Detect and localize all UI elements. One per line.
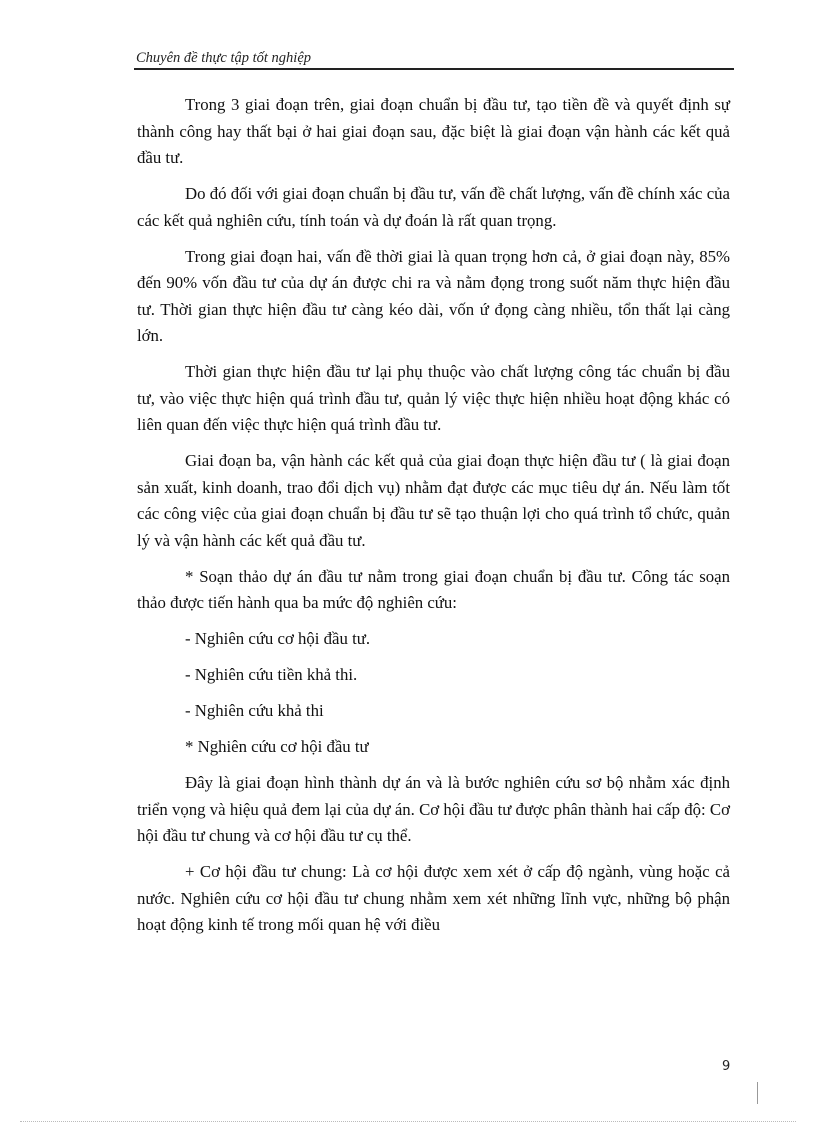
paragraph: Do đó đối với giai đoạn chuẩn bị đầu tư, vấn đề chất lượng, vấn đề chính xác của các kết quả nghiên cứu, tính toán và dự đoán là rất quan trọng. <box>137 184 730 230</box>
header-rule <box>134 68 734 70</box>
paragraph: + Cơ hội đầu tư chung: Là cơ hội được xem xét ở cấp độ ngành, vùng hoặc cả nước. Nghiên cứu cơ hội đầu tư chung nhằm xem xét những lĩnh vực, những bộ phận hoạt động kinh tế trong mối quan hệ với điều <box>137 862 730 934</box>
paragraph: Đây là giai đoạn hình thành dự án và là bước nghiên cứu sơ bộ nhằm xác định triển vọng và hiệu quả đem lại của dự án. Cơ hội đầu tư được phân thành hai cấp độ: Cơ hội đầu tư chung và cơ hội đầu tư cụ thể. <box>137 773 730 845</box>
paragraph: Trong giai đoạn hai, vấn đề thời giai là quan trọng hơn cả, ở giai đoạn này, 85% đến 90% vốn đầu tư của dự án được chi ra và nằm đọng trong suốt năm thực hiện đầu tư. Thời gian thực hiện đầu tư càng kéo dài, vốn ứ đọng càng nhiều, tổn thất lại càng lớn. <box>137 246 730 345</box>
list-item: - Nghiên cứu tiền khả thi. <box>185 665 358 684</box>
section-heading: * Nghiên cứu cơ hội đầu tư <box>185 737 369 756</box>
page-number: 9 <box>722 1059 731 1074</box>
page-bottom-border <box>20 1121 796 1122</box>
footer-rule <box>757 1082 758 1104</box>
list-item: - Nghiên cứu cơ hội đầu tư. <box>185 629 371 648</box>
body-text <box>137 92 730 948</box>
list-item: - Nghiên cứu khả thi <box>185 701 324 720</box>
running-header: Chuyên đề thực tập tốt nghiệp <box>136 50 312 66</box>
paragraph: Trong 3 giai đoạn trên, giai đoạn chuẩn bị đầu tư, tạo tiền đề và quyết định sự thành công hay thất bại ở hai giai đoạn sau, đặc biệt là giai đoạn vận hành các kết quả đầu tư. <box>137 95 730 167</box>
paragraph: * Soạn thảo dự án đầu tư nằm trong giai đoạn chuẩn bị đầu tư. Công tác soạn thảo được tiến hành qua ba mức độ nghiên cứu: <box>137 566 730 612</box>
paragraph: Giai đoạn ba, vận hành các kết quả của giai đoạn thực hiện đầu tư ( là giai đoạn sản xuất, kinh doanh, trao đổi dịch vụ) nhằm đạt được các mục tiêu dự án. Nếu làm tốt các công việc của giai đoạn chuẩn bị đầu tư sẽ tạo thuận lợi cho quá trình tổ chức, quản lý và vận hành các kết quả đầu tư. <box>137 451 730 550</box>
paragraph: Thời gian thực hiện đầu tư lại phụ thuộc vào chất lượng công tác chuẩn bị đầu tư, vào việc thực hiện quá trình đầu tư, quản lý việc thực hiện nhiều hoạt động khác có liên quan đến việc thực hiện quá trình đầu tư. <box>137 362 730 434</box>
